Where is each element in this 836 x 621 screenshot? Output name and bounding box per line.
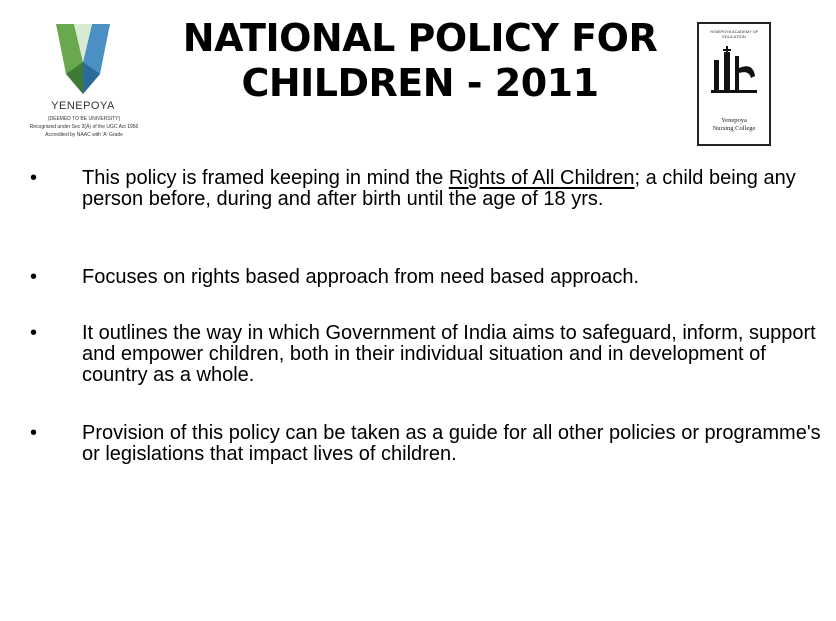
bullet-text: Provision of this policy can be taken as a guide for all other policies or programme's or legislations that impact lives of children. [82,422,821,465]
logo-right-top-text: YENEPOYA ACADEMY OF EDUCATION [709,29,759,39]
shield-icon [52,22,114,96]
bullet-item-approach [30,267,822,288]
logo-caption [699,117,769,133]
title-line-2: CHILDREN - 2011 [241,61,599,105]
bullet-item-government [30,323,822,386]
logo-caption-line1: Yenepoya [721,117,747,124]
ync-monogram-icon [709,46,759,96]
nursing-college-logo [697,22,771,146]
logo-name: YENEPOYA [51,100,115,112]
logo-caption-line2: Nursing College [712,125,756,132]
bullet-text-pre: This policy is framed keeping in mind the [82,167,449,189]
bullet-marker: • [30,167,38,189]
bullet-text: It outlines the way in which Government of India aims to safeguard, inform, support and empower children, both in their individual situation and in development of country as a whole. [82,322,816,386]
bullet-item-provision [30,423,822,465]
bullet-marker: • [30,322,38,344]
rights-of-all-children-text: Rights of All Children [448,167,635,189]
title-line-1: NATIONAL POLICY FOR [182,16,658,60]
logo-accreditation: Accredited by NAAC with 'A' Grade [45,132,123,138]
logo-subtitle: (DEEMED TO BE UNIVERSITY) [47,116,121,122]
bullet-text: Focuses on rights based approach from need based approach. [82,266,640,288]
bullet-marker: • [30,266,38,288]
logo-recognition: Recognized under Sec 3(A) of the UGC Act 1956 [29,124,139,130]
bullet-item-rights [30,168,822,210]
bullet-text-post: ; a child being any person before, during and after birth until the age of 18 yrs. [82,167,796,210]
page-title [150,16,690,106]
yenepoya-university-logo [22,22,144,154]
bullet-marker: • [30,422,38,444]
